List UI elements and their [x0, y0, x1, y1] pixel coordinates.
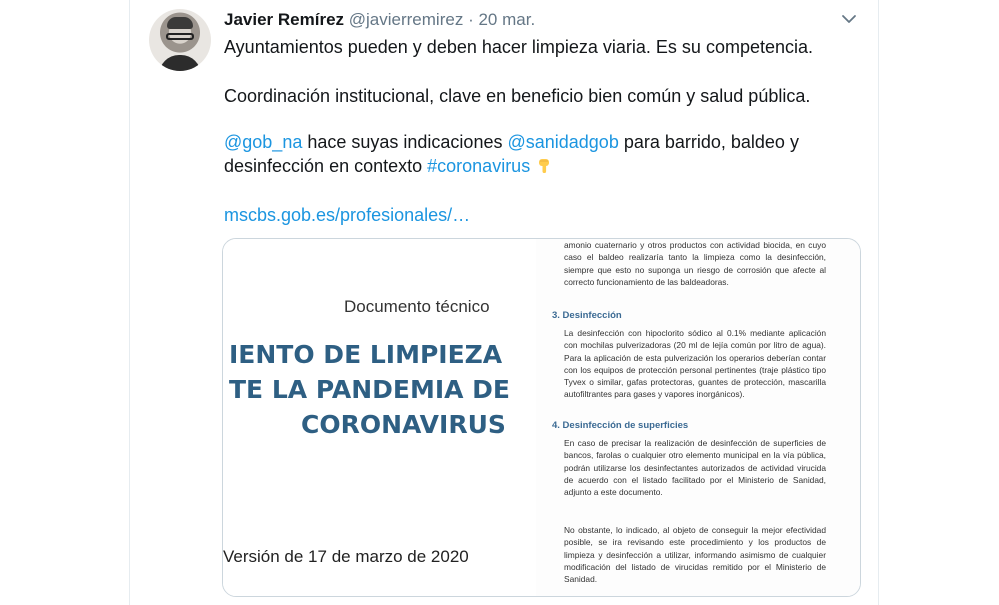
- media-card[interactable]: [222, 238, 861, 597]
- mention-sanidadgob[interactable]: @sanidadgob: [507, 132, 619, 152]
- cover-subtitle: Documento técnico: [344, 297, 490, 316]
- document-page: [536, 239, 860, 596]
- avatar-glasses: [166, 33, 194, 40]
- closing-paragraph: No obstante, lo indicado, al objeto de conseguir la mejor efectividad posible, se ira revisando este procedimiento y los productos de limpieza y desinfección a utilizar, informando asimismo de cualquier modificación del listado de virucidas remitido por el Ministerio de Sanidad.: [564, 525, 826, 585]
- document-cover: [223, 239, 536, 596]
- pointing-down-hand-icon: [535, 157, 553, 175]
- page-intro-paragraph: amonio cuaternario y otros productos con actividad biocida, en cuyo caso el baldeo realizaría tanto la limpieza como la desinfección, siempre que esto no suponga un riesgo de corrosión que afecte al correcto funcionamiento de las baldeadoras.: [564, 240, 826, 287]
- cover-version: Versión de 17 de marzo de 2020: [223, 547, 469, 566]
- cover-title-line-3: CORONAVIRUS: [301, 410, 506, 439]
- tweet-text-segment: para barrido, baldeo y: [618, 132, 799, 152]
- chevron-down-icon[interactable]: [840, 10, 858, 28]
- section-4-title: 4. Desinfección de superficies: [552, 420, 689, 431]
- section-3-paragraph: La desinfección con hipoclorito sódico al 0.1% mediante aplicación con mochilas pulverizadoras (20 ml de lejía común por litro de agua). Para la aplicación de esta pulverización los operarios deberían contar con los equipos de protección personal pertinentes (traje plástico tipo Tyvex o similar, gafas protectoras, guantes de protección, mascarilla autofiltrantes para gases y vapores inorgánicos).: [564, 328, 826, 400]
- tweet-text-line-3: [224, 130, 799, 154]
- section-4-paragraph: En caso de precisar la realización de desinfección de superficies de bancos, farolas o cualquier otro elemento municipal en la vía pública, podrán utilizarse los desinfectantes autorizados de actividad virucida de acuerdo con el listado facilitado por el Ministerio de Sanidad, adjunto a este documento.: [564, 438, 826, 498]
- hashtag-coronavirus[interactable]: #coronavirus: [427, 156, 531, 176]
- cover-title-line-2: TE LA PANDEMIA DE: [229, 375, 511, 404]
- avatar-hair: [167, 17, 193, 29]
- tweet-header: [224, 10, 535, 30]
- tweet-text-line-1: Ayuntamientos pueden y deben hacer limpieza viaria. Es su competencia.: [224, 37, 814, 57]
- tweet-date[interactable]: 20 mar.: [478, 10, 536, 29]
- avatar-shirt: [159, 55, 201, 71]
- tweet-text-line-4: [224, 154, 553, 178]
- author-handle[interactable]: @javierremirez: [348, 10, 464, 29]
- tweet-text-segment: hace suyas indicaciones: [302, 132, 508, 152]
- cover-title-line-1: IENTO DE LIMPIEZA: [229, 340, 503, 369]
- tweet-url-link[interactable]: mscbs.gob.es/profesionales/…: [224, 205, 471, 225]
- tweet-url-line: [224, 203, 470, 227]
- author-name[interactable]: Javier Remírez: [224, 10, 345, 29]
- tweet-text-segment: desinfección en contexto: [224, 156, 428, 176]
- header-separator: ·: [468, 10, 474, 29]
- section-3-title: 3. Desinfección: [552, 310, 622, 321]
- mention-gob-na[interactable]: @gob_na: [224, 132, 303, 152]
- timeline-border-left: [129, 0, 130, 605]
- author-avatar[interactable]: [149, 9, 211, 71]
- timeline-border-right: [878, 0, 879, 605]
- tweet-text-line-2: Coordinación institucional, clave en beneficio bien común y salud pública.: [224, 86, 811, 106]
